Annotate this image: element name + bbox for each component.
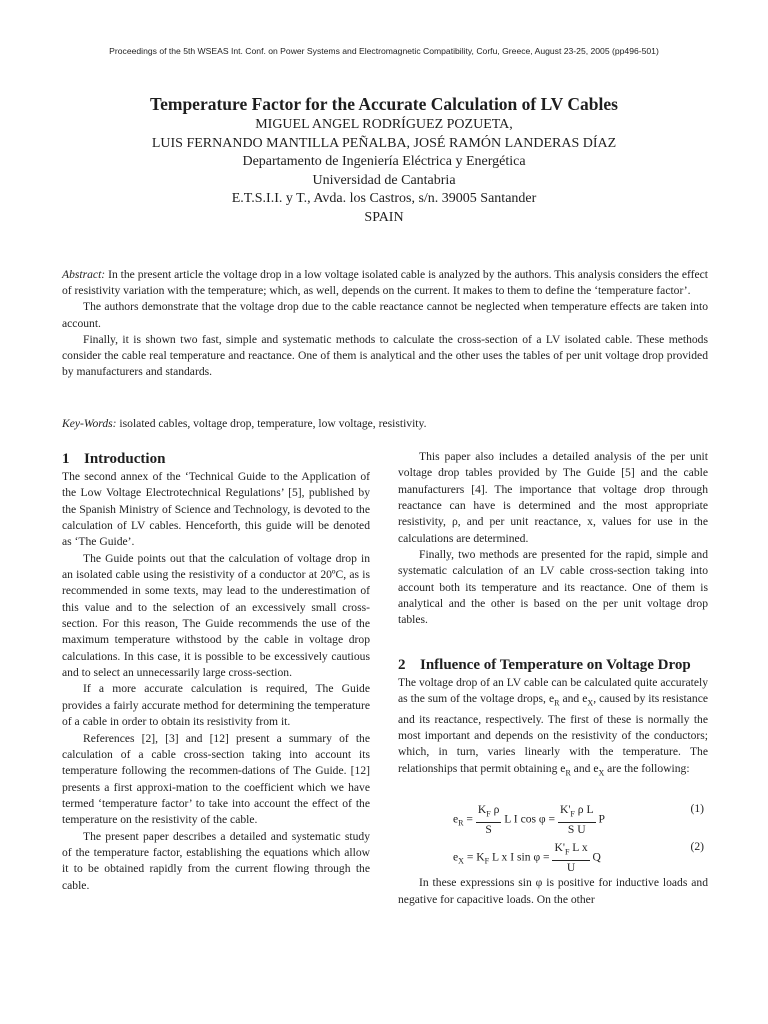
abstract-paragraph: Abstract: In the present article the voltage drop in a low voltage isolated cable is analyzed by the authors. This analysis considers the effect of resistivity variation with the temperature; which, as well, depends on the current. It makes to them to define the ‘temperature factor’. [62,268,708,298]
affiliation-address: E.T.S.I.I. y T., Avda. los Castros, s/n. 39005 Santander [231,191,537,206]
body-paragraph: The second annex of the ‘Technical Guide to the Application of the Low Voltage Electrotechnical Regulations’ [5], published by the Spanish Ministry of Science and Technology, is devoted to the calculation of LV cables. Henceforth, this guide will be denoted as ‘The Guide’. [62,470,370,549]
affiliation-department: Departamento de Ingeniería Eléctrica y Energética [242,154,526,169]
body-paragraph: The Guide points out that the calculation of voltage drop in an isolated cable using the resistivity of a conductor at 20ºC, as is recommended in some texts, may lead to the underestimation of this value and to the selection of an excessively small cross-section. For this reason, The Guide recommends the use of the maximum temperature withstood by the cable in voltage drop calculations. In this case, it is possible to be excessively cautious and to select an unnecessarily large cross-section. [62,551,370,680]
abstract-paragraph: Finally, it is shown two fast, simple and systematic methods to calculate the cross-section of a LV isolated cable. These methods consider the cable real temperature and reactance. One of them is analytical and the other uses the tables of per unit voltage drop provided by manufacturers and standards. [62,332,708,379]
equation-2: $e_X = K_F$ L x I sin φ = $\frac{K'_F L x}{U}$ Q (2) [453,840,704,874]
body-paragraph: Finally, two methods are presented for the rapid, simple and systematic calculation of an LV cable cross-section taking into account both its temperature and its reactance. One of them is analytical and the other is based on the per unit voltage drop tables. [398,548,708,627]
abstract-label: Abstract: [62,268,106,281]
equation-number: (2) [690,840,704,854]
affiliation-university: Universidad de Cantabria [312,172,456,188]
body-paragraph: If a more accurate calculation is required, The Guide provides a fairly accurate method for determining the temperature of a cable in order to obtain its resistivity from it. [62,682,370,729]
left-column [62,450,370,894]
affiliation-country: SPAIN [364,209,404,225]
right-column [398,449,708,908]
body-paragraph: In these expressions sin φ is positive for inductive loads and negative for capacitive loads. On the other [398,876,708,906]
author-block [0,116,768,227]
body-paragraph: The present paper describes a detailed and systematic study of the temperature factor, establishing the equations which allow it to be obtained rapidly from the current flowing through the cable. [62,829,370,892]
author-line: MIGUEL ANGEL RODRÍGUEZ POZUETA, [255,117,513,132]
keywords: Key-Words: isolated cables, voltage drop, temperature, low voltage, resistivity. [62,417,427,430]
equation-number: (1) [690,802,704,816]
author-line: LUIS FERNANDO MANTILLA PEÑALBA, JOSÉ RAMÓN LANDERAS DÍAZ [151,135,617,151]
section-heading: 1 Introduction [62,451,166,467]
body-paragraph: References [2], [3] and [12] present a summary of the calculation of a cable cross-section taking into account its temperature following the recommen-dations of The Guide. [12] presents a first approxi-mation to the coefficient which we have termed ‘temperature factor’ to take into account the effect of the temperature on the resistivity of the cable. [62,731,370,827]
body-paragraph: This paper also includes a detailed analysis of the per unit voltage drop tables provided by The Guide [5] and the cable manufacturers [4]. The importance that voltage drop through reactance can have is determined and the most appropriate resistivity, ρ, and per unit reactance, x, values for use in the calculations are determined. [398,450,708,545]
body-paragraph: The voltage drop of an LV cable can be calculated quite accurately as the sum of the voltage drops, $e_R$ and $e_X$, caused by its resistance and its reactance, respectively. The first of these is normally the most important and depends on the resistivity of the conductors; which, in turn, varies linearly with the temperature. The relationships that permit obtaining $e_R$ and $e_X$ are the following: [398,675,708,778]
abstract [62,267,708,380]
paper-title: Temperature Factor for the Accurate Calculation of LV Cables [150,94,618,114]
keywords-label: Key-Words: [62,417,117,430]
equation-1: $e_R$ = $\frac{K_F \rho}{S}$ L I cos φ = $\frac{K'_F \rho L}{\text{S U}}$ P (1) [453,802,704,836]
proceedings-header: Proceedings of the 5th WSEAS Int. Conf. on Power Systems and Electromagnetic Compatibility, Corfu, Greece, August 23-25, 2005 (pp496-501) [109,46,659,56]
abstract-paragraph: The authors demonstrate that the voltage drop due to the cable reactance cannot be neglected when temperature effects are taken into account. [62,300,708,330]
section-heading: 2 Influence of Temperature on Voltage Drop [398,656,691,673]
